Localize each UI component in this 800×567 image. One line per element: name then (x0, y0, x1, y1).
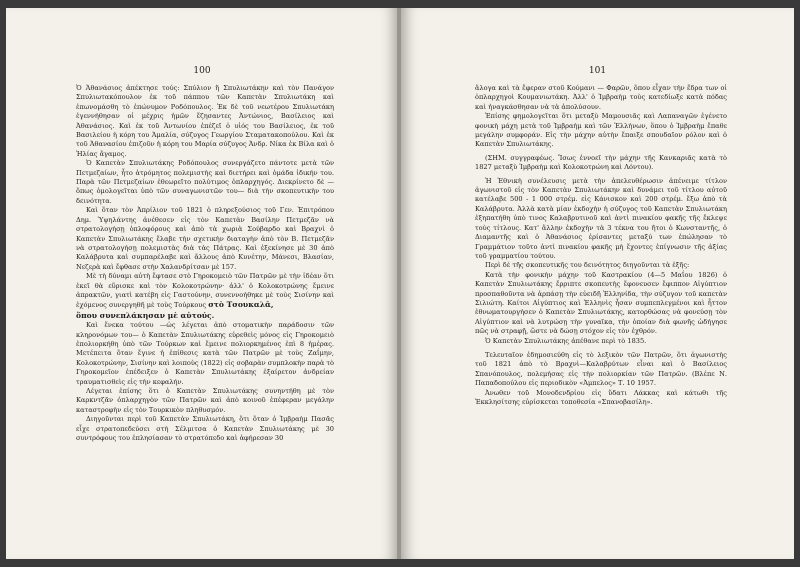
page-number-right: 101 (588, 66, 607, 76)
paragraph: Κατὰ τὴν φονικὴν μάχην τοῦ Καστρακίου (4—5 Μαΐου 1826) ὁ Καπετὰν Σπυλιωτάκης ἔρριπτε σκοπευτὴς ἔφονευσεν ἔφιππον Αἰγύπτιον προσπαθοῦντα νὰ ἁρπάσῃ τὴν εὐειδῆ Ἑλληνίδα, τὴν σύζυγον τοῦ καπετὰν Σιλιώτη. Καίτοι Αἰγύπτιος καὶ Ἑλληνὶς ἦσαν συμπεπλεγμένοι καὶ ἦττον ἐθνωματουργήσεν ὁ Καπετὰν Σπυλιωτάκης, κατορθώσας νὰ φονεύσῃ τὸν Αἰγύπτιον καὶ νὰ λυτρώσῃ τὴν γυναῖκα, τὴν ὁποίαν διὰ φωνῆς ὡδήγησε πῶς νὰ στραφῇ, ὥστε νὰ δώσῃ στόχον εἰς τὸν ἐχθρόν. (475, 270, 727, 336)
paragraph: Τελευταῖον ἐδημοσιεύθη εἰς τὸ λεξικὸν τῶν Πατρῶν, ὅτι ἀγωνιστὴς τοῦ 1821 ἀπὸ τὸ Βραχνὶ—Καλαβρύτων εἶναι καὶ ὁ Βασίλειος Σπανόπουλος, πολεμήσας εἰς τὴν πολιορκίαν τῶν Πατρῶν. (Βλέπε Ν. Παπαδοπούλου εἰς περιοδικὸν «Ἀμπελος» Τ. 10 1957. (475, 350, 727, 388)
left-page-text (76, 84, 334, 443)
paragraph: Ὁ Ἀθανάσιος ἀπέκτησε τούς: Σπύλιον ἢ Σπυλιωτάκην καὶ τὸν Πανάγον Σπυλιωτακόπουλον ἐκ τοῦ πάππου τῶν Καπετὰν Σπυλιωτάκη καὶ ἐπωνομάσθη τὸ ἐπώνυμον Ροδόπουλος. Ἐκ δὲ τοῦ νεωτέρου Σπυλιωτάκη ἐγεννήθησαν οἱ μέχρις ἡμῶν ἔζησαντες Ἀντώνιος, Βασίλειος καὶ Ἀθανάσιος. Καὶ ἐκ τοῦ Ἀντωνίου ἐπέζεῖ ὁ υἱός του Βασίλειος, ἐκ τοῦ Βασιλείου ἡ κόρη του Ἀμαλία, σύζυγος Γεωργίου Σταματακοπούλου. Καὶ ἐκ τοῦ Ἀθανασίου ἐπιζοῦν ἡ κόρη του Μαρία σύζυγος Ἀνδρ. Νίκα ἐκ Βίλα καὶ ὁ Ἠλίας ἄγαμος. (76, 84, 334, 158)
paragraph: Ἐπίσης φημολογεῖται ὅτι μεταξὺ Μαμουσιᾶς καὶ Λαπαναγῶν ἐγένετο φονικὴ μάχη μετὰ τοῦ Ἰμβραὴμ καὶ τῶν Ἑλλήνων, ὅπου ὁ Ἰμβραὴμ ἔπαθε μεγάλην συμφοράν. Εἰς τὴν μάχην αὐτὴν ἔπαιξε σπουδαῖον ρόλον καὶ ὁ Καπετὰν Σπυλιωτάκης. (475, 112, 727, 149)
paragraph: Διηγοῦνται περὶ τοῦ Καπετὰν Σπυλιωτάκη, ὅτι ὅταν ὁ Ἰμβραὴμ Πασᾶς εἶχε στρατοπεδεύσει στὴ Σέλμιτσα ὁ Καπετὰν Σπυλιωτάκης μὲ 30 συντρόφους του ἐπλησίασαν τὸ στρατόπεδο καὶ ἀφήρεσαν 30 (76, 415, 334, 443)
paragraph: ἄλογα καὶ τὰ ἔφεραν στοῦ Κούμανι — Φαρῶν, ὅπου εἶχαν τὴν ἕδρα των οἱ ὁπλαρχηγοὶ Κουμανιωτάκη. Ἀλλ' ὁ Ἰμβραὴμ τοὺς κατεδίωξε κατὰ πόδας καὶ ἠναγκάσθησαν νὰ τὰ ἀπολύσουν. (475, 84, 727, 111)
paragraph: Ἀνωθεν τοῦ Μονοδενδρίου εἰς ὕδατι Λάκκας καὶ κάτωθι τῆς Ἐκκλησίτσης εὑρίσκεται τοποθεσία «Σπανοβασίλη». (475, 388, 727, 406)
paragraph: Περὶ δὲ τῆς σκοπευτικῆς του δεινότητος διηγοῦνται τὰ ἑξῆς: (485, 261, 690, 270)
paragraph: Ὁ Καπετὰν Σπυλιωτάκης ἀπέθανε περὶ τὸ 1835. (485, 336, 647, 345)
paragraph: Ὁ Καπετὰν Σπυλιωτάκης Ροδόπουλος συνεργάζετο πάντοτε μετὰ τῶν Πετμεζαίων, ἦτο ἀτρόμητος πολεμιστὴς καὶ διετήρει καὶ ὁμάδα ἰδικήν του. Παρὰ τῶν Πετμεζαίων ἐθεωρεῖτο πολύτιμος ὁπλαρχηγός. Διεκρίνετο δὲ —ὅπως ὁμολογεῖται ὑπὸ τῶν συναγωνιστῶν του— διὰ τὴν σκοπευτικὴν του δεινότητα. (76, 159, 334, 205)
bold-phrase: στὸ Τσουκαλᾶ, (208, 300, 274, 310)
right-page-text (475, 84, 727, 407)
bold-phrase-continued: ὅπου συνεπλάκησαν μὲ αὐτούς. (76, 310, 215, 320)
paragraph-text: Μὲ τὴ δύναμι αὐτὴ ἔφτασε στὸ Γηροκομειὸ τῶν Πατρῶν μὲ τὴν ἰδέαν ὅτι ἐκεῖ θὰ εὕρισκε καὶ τὸν Κολοκοτρώνην· ἀλλ' ὁ Κολοκοτρώνης ἔμεινε ἀπρακτῶν, γιατὶ κατέβη εἰς Γαστούνην, συνεννοήθηκε μὲ τοὺς Σισίνην καὶ ἐχόμενος συνεργηθῆ μὲ τοὺς Τούρκους (76, 272, 334, 310)
page-number-left: 100 (193, 66, 211, 76)
paragraph (76, 272, 334, 321)
right-page (401, 8, 794, 559)
left-page (6, 8, 398, 559)
paragraph: (ΣΗΜ. συγγραφέως. Ἴσως ἐννοεῖ τὴν μάχην τῆς Κανκαριᾶς κατὰ τὸ 1827 μεταξὺ Ἰμβραὴμ καὶ Κολοκοτρώνη καὶ Λόντου). (475, 153, 727, 172)
paragraph: Ἡ Ἐθνικὴ συνέλευσις μετὰ τὴν ἀπελευθέρωσιν ἀπένειμε τίτλον ἀγωνιστοῦ εἰς τὸν Καπετὰν Σπυλιωτάκην καὶ δυνάμει τοῦ τίτλου αὐτοῦ κατέλαβε 500 - 1 000 στρέμ. εἰς Κάνισκον καὶ 200 στρέμ. ἔξω ἀπὸ τὰ Καλάβρυτα. Ἀλλὰ κατὰ μίαν ἐκδοχὴν ἡ σύζυγος τοῦ Καπετὰν Σπυλιωτάκη ἐξηπατήθη ὑπὸ τινος Καλαβρυτινοῦ καὶ ἀντὶ πινακίου φακῆς τῆς ἔκλεψε τοὺς τίτλους. Κατ' ἄλλην ἐκδοχὴν τὰ 3 τέκνα του ἤτοι ὁ Κωνσταντῆς, ὁ Διαμαντῆς καὶ ὁ Ἀθανάσιος ἐρίσαντες μεταξύ των ἐπώλησαν τὸ Γραμμάτιον τοῦτο ἀντὶ πινακίου φακῆς μὴ ἔχοντες ἐπίγνωσιν τῆς ἀξίας τοῦ γραμματίου τούτου. (475, 176, 727, 260)
paragraph: Λέγεται ἐπίσης ὅτι ὁ Καπετὰν Σπυλιωτάκης συνηντήθη μὲ τὸν Καρκντζᾶν ὁπλαρχηγὸν τῶν Πατρῶν καὶ ἀπὸ κοινοῦ ἐπέφεραν μεγάλην καταστροφὴν εἰς τὸν Τουρκικὸν πληθυσμόν. (76, 387, 334, 414)
paragraph: Καὶ ἕνεκα τούτου —ὡς λέγεται ἀπὸ στοματικὴν παράδοσιν τῶν κληρονόμων του— ὁ Καπετὰν Σπυλιωτάκης εὑρεθεὶς μόνος εἰς Γηροκομειὸ ἐπολιορκήθη ὑπὸ τῶν Τούρκων καὶ ἔμεινε πολιορκημένος ἐπὶ 8 ἡμέρας. Μετέπειτα ὅταν ἔγινε ἡ ἐπίθεσις κατὰ τῶν Πατρῶν μὲ τοὺς Ζαΐμην, Κολοκοτρώνην, Σισίνην καὶ λοιποὺς (1822) εἰς σοβαρὰν συμπλοκὴν παρὰ τὸ Γηροκομεῖον ἐπέδειξεν ὁ Καπετὰν Σπυλιωτάκης ἐξαίρετον ἀνδρείαν τραυματισθεὶς εἰς τὴν κεφαλήν. (76, 321, 334, 386)
paragraph: Καὶ ὅταν τὸν Ἀπρίλιον τοῦ 1821 ὁ πληρεξούσιος τοῦ Γεν. Ἐπιτρόπου Δημ. Ὑψηλάντης ἀνέθεσεν εἰς τὸν Καπετὰν Βασίλην Πετμεζᾶν νὰ στρατολογήσῃ ὁπλοφόρους καὶ ἀπὸ τὰ χωριὰ Σούβαρδο καὶ Βραχνὶ ὁ Καπετὰν Σπυλιωτάκης ἔλαβε τὴν σχετικὴν διαταγὴν ἀπὸ τὸν Β. Πετμεζᾶν νὰ στρατολογήσῃ πολεμιστὰς διὰ τὰς Πάτρας. Καὶ ἐξεκίνησε μὲ 30 ἀπὸ Καλάβρυτα καὶ συμπαρέλαβε καὶ ἄλλους ἀπὸ Κυνέτην, Μάνεσι, Βλασίαν, Νεζερὰ καὶ ἔφθασε στὴν Χαλανδρίτσαν μὲ 157. (76, 206, 334, 271)
